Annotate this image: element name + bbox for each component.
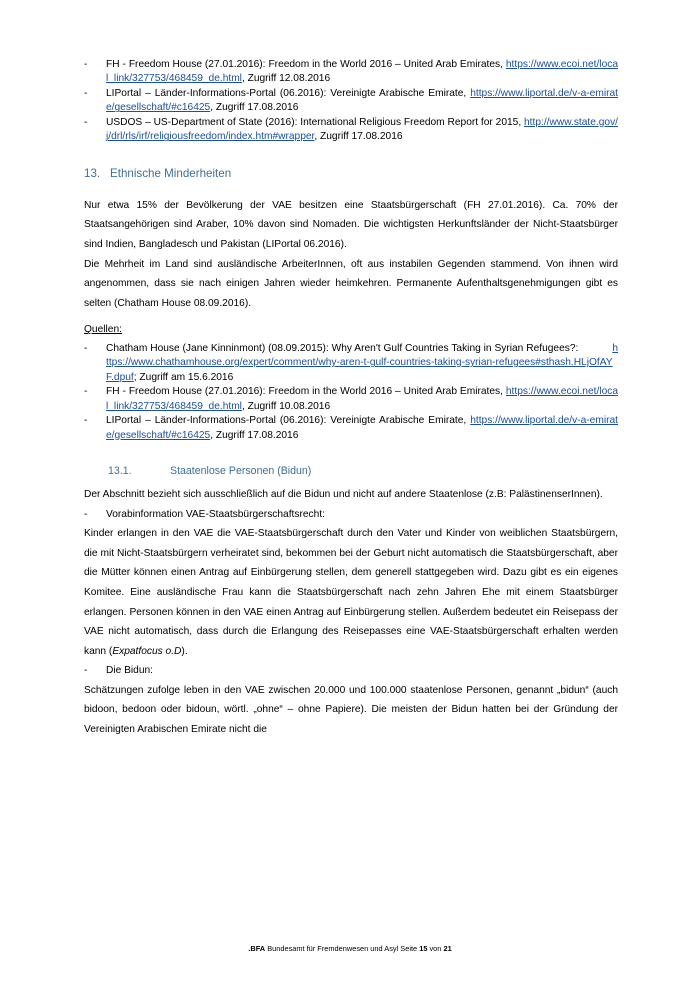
list-item	[84, 342, 618, 385]
footer-org: Bundesamt für Fremdenwesen und Asyl	[265, 944, 399, 953]
subsection-item-1-text	[84, 524, 618, 661]
section-paragraph-2: Die Mehrheit im Land sind ausländische ArbeiterInnen, oft aus instabilen Gegenden stammend. Von ihnen wird angenommen, dass sie nach einigen Jahren wieder heimkehren. Permanente Aufenthaltsgenehmigungen gibt es selten (Chatham House 08.09.2016).	[84, 258, 618, 309]
footer-page-number: 15	[419, 944, 428, 953]
source-link[interactable]: https://www.ecoi.net/local_link/327753/468459_de.html	[106, 59, 618, 85]
source-citation: Chatham House (Jane Kinninmont) (08.09.2015): Why Aren't Gulf Countries Taking in Syrian Refugees?:	[106, 342, 579, 354]
bullet-dash: -	[84, 415, 88, 427]
footer-prefix: .BFA	[248, 944, 266, 953]
sources-heading: Quellen:	[84, 324, 122, 336]
section-title: Ethnische Minderheiten	[110, 166, 232, 180]
list-item	[84, 87, 618, 116]
item-1-body-end: ).	[181, 645, 188, 657]
source-text	[106, 87, 618, 116]
source-access: , Zugriff 10.08.2016	[241, 400, 331, 412]
subsection-intro: Der Abschnitt bezieht sich ausschließlich auf die Bidun und nicht auf andere Staatenlose (z.B: PalästinenserInnen).	[84, 489, 603, 501]
subsection-item-2-label-row	[84, 661, 618, 681]
bullet-dash: -	[84, 116, 88, 128]
section-paragraph-1: Nur etwa 15% der Bevölkerung der VAE besitzen eine Staatsbürgerschaft (FH 27.01.2016). Ca. 70% der Staatsangehörigen sind Araber, 10% davon sind Nomaden. Die wichtigsten Herkunftsländer der Nicht-Staatsbürger sind Indien, Bangladesch und Pakistan (LIPortal 06.2016).	[84, 199, 618, 251]
footer-total-pages: 21	[443, 944, 452, 953]
item-1-body: Kinder erlangen in den VAE die VAE-Staatsbürgerschaft durch den Vater und Kinder von weiblichen Staatsbürgern, die mit Nicht-Staatsbürgern verheiratet sind, bekommen bei der Geburt nicht automatisch die Staatsbürgerschaft, aber die Mütter können einen Antrag auf Einbürgerung stellen, dem generell stattgegeben wird. Dazu gibt es ein eigenes Komitee. Eine ausländische Frau kann die Staatsbürgerschaft nach zehn Jahren Ehe mit einem Staatsbürger erlangen. Personen können in den VAE einen Antrag auf Einbürgerung stellen. Außerdem bedeutet ein Reisepass der VAE nicht automatisch, dass durch die Erlangung des Reisepasses eine VAE-Staatsbürgerschaft erhalten werden kann (	[84, 528, 618, 657]
source-link[interactable]: https://www.liportal.de/v-a-emirate/gesellschaft/#c16425	[106, 87, 618, 114]
item-1-source-italic: Expatfocus o.D	[112, 645, 182, 657]
source-access: , Zugriff 17.08.2016	[210, 102, 299, 114]
bullet-dash: -	[84, 386, 88, 398]
subsection-heading-13-1	[84, 465, 618, 477]
footer-page-label: Seite	[398, 944, 420, 953]
top-sources-list	[84, 58, 618, 145]
section-heading-13	[84, 167, 618, 180]
section-number: 13.	[84, 166, 101, 180]
bullet-dash: -	[84, 59, 88, 70]
source-link[interactable]: https://www.chathamhouse.org/expert/comment/why-aren-t-gulf-countries-taking-syrian-refugees#sthash.HLjOfAYF.dpuf	[106, 342, 618, 383]
source-access: ; Zugriff am 15.6.2016	[133, 371, 234, 383]
source-text	[106, 385, 618, 414]
bullet-dash: -	[84, 342, 88, 354]
source-access: , Zugriff 12.08.2016	[241, 73, 331, 85]
bullet-dash: -	[84, 87, 88, 99]
source-citation: LIPortal – Länder-Informations-Portal (06.2016): Vereinigte Arabische Emirate,	[106, 87, 471, 99]
source-text	[106, 342, 618, 385]
subsection-item-2-label: Die Bidun:	[106, 665, 154, 677]
subsection-item-2-text: Schätzungen zufolge leben in den VAE zwischen 20.000 und 100.000 staatenlose Personen, genannt „bidun“ (auch bidoon, bedoon oder bidoun, wörtl. „ohne“ – ohne Papiere). Die meisten der Bidun hatten bei der Gründung der Vereinigten Arabischen Emirate nicht die	[84, 684, 618, 735]
source-citation: FH - Freedom House (27.01.2016): Freedom in the World 2016 – United Arab Emirates,	[106, 386, 506, 398]
source-link[interactable]: https://www.ecoi.net/local_link/327753/468459_de.html	[106, 386, 618, 412]
source-text	[106, 116, 618, 145]
source-access: , Zugriff 17.08.2016	[210, 429, 299, 441]
source-text	[106, 58, 618, 87]
source-link[interactable]: http://www.state.gov/j/drl/rls/irf/religiousfreedom/index.htm#wrapper	[106, 116, 618, 143]
page-footer	[0, 944, 700, 953]
list-item	[84, 58, 618, 87]
list-item	[84, 116, 618, 145]
source-link[interactable]: https://www.liportal.de/v-a-emirate/gesellschaft/#c16425	[106, 415, 618, 441]
source-citation: USDOS – US-Department of State (2016): International Religious Freedom Report for 2015,	[106, 116, 524, 128]
source-access: , Zugriff 17.08.2016	[314, 131, 403, 143]
source-citation: FH - Freedom House (27.01.2016): Freedom in the World 2016 – United Arab Emirates,	[106, 59, 506, 70]
bullet-dash: -	[84, 665, 88, 677]
subsection-title: Staatenlose Personen (Bidun)	[170, 465, 312, 478]
list-item	[84, 385, 618, 414]
source-text	[106, 414, 618, 443]
page-content	[84, 58, 618, 740]
bullet-dash: -	[84, 508, 88, 520]
subsection-item-1-label-row	[84, 505, 618, 525]
sources-list	[84, 342, 618, 443]
subsection-item-1-label: Vorabinformation VAE-Staatsbürgerschaftsrecht:	[106, 508, 325, 520]
subsection-number: 13.1.	[108, 465, 132, 478]
footer-of: von	[427, 944, 444, 953]
list-item	[84, 414, 618, 443]
source-citation: LIPortal – Länder-Informations-Portal (06.2016): Vereinigte Arabische Emirate,	[106, 415, 471, 427]
